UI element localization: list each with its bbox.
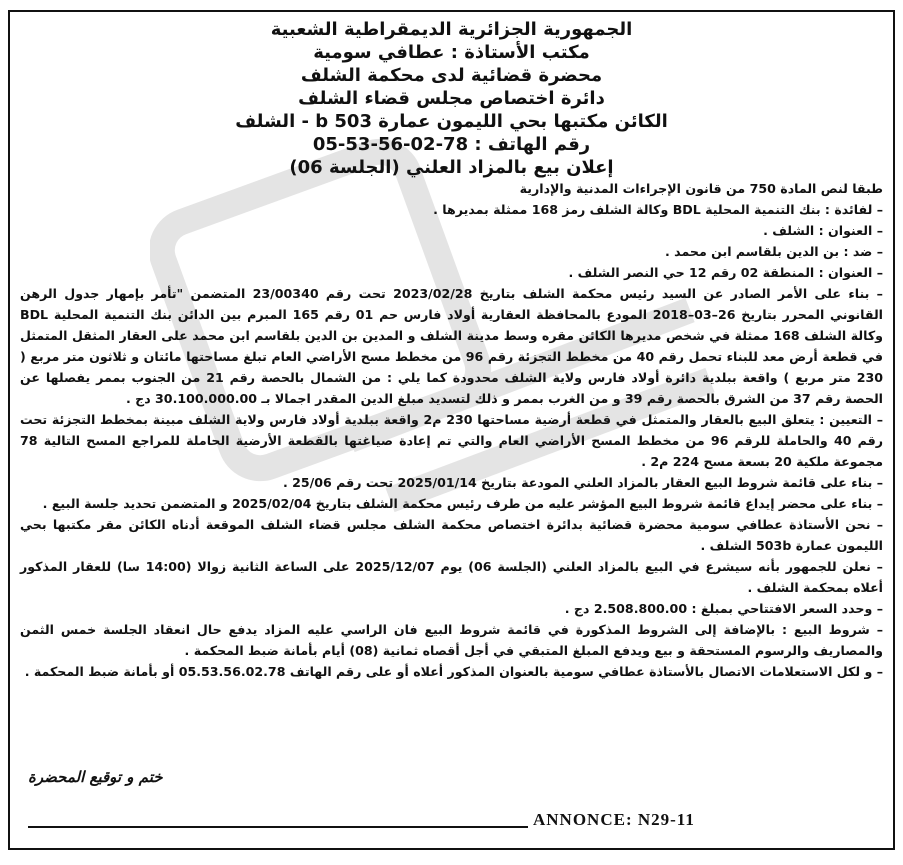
announcement-body — [20, 178, 883, 682]
court-bailiff: محضرة قضائية لدى محكمة الشلف — [300, 65, 603, 86]
republic-title: الجمهورية الجزائرية الديمقراطية الشعبية — [270, 19, 633, 40]
phone-number: رقم الهاتف : 78-02-56-53-05 — [312, 134, 591, 155]
beneficiary: – لفائدة : بنك التنمية المحلية BDL وكالة الشلف رمز 168 ممثلة بمديرها . — [433, 202, 883, 217]
sale-conditions: – شروط البيع : بالإضافة إلى الشروط المذكورة في قائمة شروط البيع فان الراسي عليه المزاد يدفع حال انعقاد الجلسة خمس الثمن والمصاريف والرسوم المستحقة و بيع ويدفع المبلغ المتبقي في أجل أقصاه ثمانية (08) أيام بأمانة ضبط المحكمة . — [20, 622, 883, 658]
property-designation: – التعيين : يتعلق البيع بالعقار والمتمثل في قطعة أرضية مساحتها 230 م2 واقعة ببلدية أولاد فارس ولاية الشلف مبينة بمخطط التجزئة تحت رقم 40 والحاملة للرقم 96 من مخطط المسح الأراضي العام والتي تم إعادة صياغتها بالقطعة الأرضية الحاملة للمراجع المسح التالية 78 مجموعة ملكية 20 بسعة مسح 224 م2 . — [20, 412, 884, 469]
debtor: – ضد : بن الدين بلقاسم ابن محمد . — [665, 244, 883, 259]
legal-basis: طبقا لنص المادة 750 من قانون الإجراءات المدنية والإدارية — [519, 181, 883, 196]
deposit-report: – بناء على محضر إيداع قائمة شروط البيع المؤشر عليه من طرف رئيس محكمة الشلف بتاريخ 2025/02/04 و المتضمن تحديد جلسة البيع . — [42, 496, 883, 511]
announcement-header — [20, 18, 883, 179]
court-order: – بناء على الأمر الصادر عن السيد رئيس محكمة الشلف بتاريخ 2023/02/28 تحت رقم 23/00340 المتضمن "تأمر بإمهار جدول الرهن القانوني المحرر بتاريخ 26–03–2018 المودع بالمحافظة العقارية أولاد فارس حم 01 رقم 165 المبرم بين الدائن بنك التنمية المحلية BDL وكالة الشلف 168 ممثلة في شخص مديرها الكائن مقره وسط مدينة الشلف و المدين بن الدين بلقاسم ابن محمد على العقار المثقل المتمثل في قطعة أرض معد للبناء تحمل رقم 40 من مخطط التجزئة رقم 96 من مخطط مسح الأراضي العام تبلغ مساحتها مائتان و ثلاثون متر مربع ( 230 متر مربع ) واقعة ببلدية دائرة أولاد فارس ولاية الشلف محدودة كما يلي : من الشمال بالحصة رقم 21 من الجنوب بممر يفصلها عن الحصة رقم 37 من الشرق بالحصة رقم 39 و من الغرب بممر و ذلك لتسديد مبلغ الدين المقدر اجمالا بـ 30.100.000.00 دج . — [20, 286, 884, 406]
bailiff-statement: – نحن الأستاذة عطافي سومية محضرة قضائية بدائرة اختصاص محكمة الشلف مجلس قضاء الشلف الموقعة أدناه الكائن مقر مكتبها بحي الليمون عمارة 503b الشلف . — [20, 517, 883, 553]
office-address: الكائن مكتبها بحي الليمون عمارة b 503 - الشلف — [235, 111, 668, 132]
signature-line: ختم و توقيع المحضرة — [28, 768, 163, 786]
sale-notice: – نعلن للجمهور بأنه سيشرع في البيع بالمزاد العلني (الجلسة 06) يوم 2025/12/07 على الساعة الثانية زوالا (14:00 سا) للعقار المذكور أعلاه بمحكمة الشلف . — [20, 559, 883, 595]
debtor-address: – العنوان : المنطقة 02 رقم 12 حي النصر الشلف . — [568, 265, 883, 280]
footer-rule — [28, 826, 528, 828]
announcement-title: إعلان بيع بالمزاد العلني (الجلسة 06) — [289, 157, 614, 178]
office-name: مكتب الأستاذة : عطافي سومية — [313, 42, 590, 63]
conditions-list: – بناء على قائمة شروط البيع العقار بالمزاد العلني المودعة بتاريخ 2025/01/14 تحت رقم 25/06 . — [282, 475, 883, 490]
beneficiary-address: – العنوان : الشلف . — [763, 223, 883, 238]
opening-price: – وحدد السعر الافتتاحي بمبلغ : 2.508.800.00 دج . — [564, 601, 883, 616]
jurisdiction: دائرة اختصاص مجلس قضاء الشلف — [298, 88, 605, 109]
annonce-number: ANNONCE: N29-11 — [533, 810, 695, 829]
contact-info: – و لكل الاستعلامات الاتصال بالأستاذة عطافي سومية بالعنوان المذكور أعلاه أو على رقم الهاتف 05.53.56.02.78 أو بأمانة ضبط المحكمة . — [24, 664, 883, 679]
